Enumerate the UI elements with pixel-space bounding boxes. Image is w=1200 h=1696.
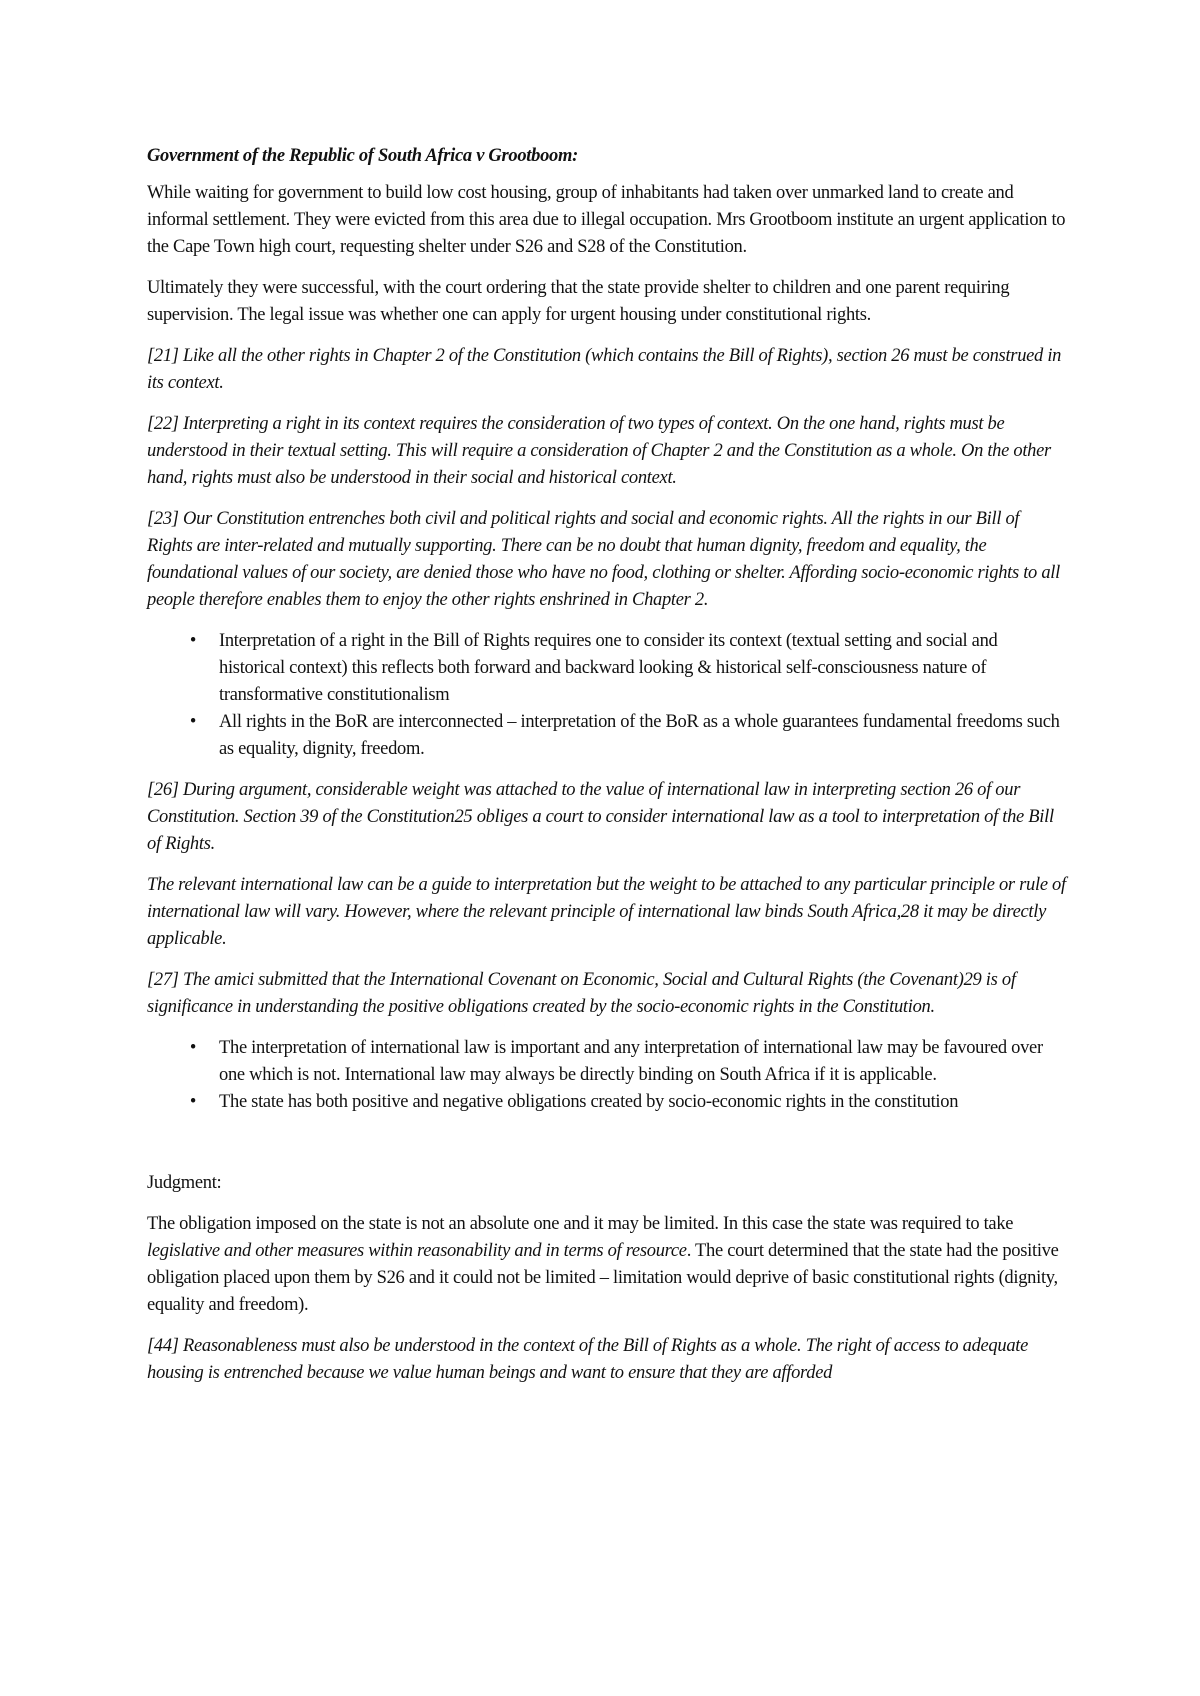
bullet-list-2 — [147, 1035, 1067, 1116]
judgment-text-end: . The court determined that the state had the positive obligation placed upon them by S26 and it could not be limited – limitation would deprive of basic constitutional rights (dignity, equality and freedom). — [147, 1241, 1059, 1315]
quote-paragraph-21: [21] Like all the other rights in Chapter 2 of the Constitution (which contains the Bill of Rights), section 26 must be construed in its context. — [147, 346, 1062, 393]
list-item — [147, 1035, 1067, 1089]
quote-paragraph-44: [44] Reasonableness must also be understood in the context of the Bill of Rights as a whole. The right of access to adequate housing is entrenched because we value human beings and want to ensure that they are afforded — [147, 1336, 1029, 1383]
list-item-text: The state has both positive and negative obligations created by socio-economic rights in the constitution — [219, 1092, 959, 1112]
quote-paragraph-22: [22] Interpreting a right in its context requires the consideration of two types of context. On the one hand, rights must be understood in their textual setting. This will require a consideration of Chapter 2 and the Constitution as a whole. On the other hand, rights must also be understood in their social and historical context. — [147, 414, 1051, 488]
section-spacer — [147, 1130, 1067, 1170]
judgment-heading: Judgment: — [147, 1173, 222, 1193]
intro-paragraph-1: While waiting for government to build low cost housing, group of inhabitants had taken over unmarked land to create and informal settlement. They were evicted from this area due to illegal occupation. Mrs Grootboom institute an urgent application to the Cape Town high court, requesting shelter under S26 and S28 of the Constitution. — [147, 183, 1066, 257]
judgment-text-italic: legislative and other measures within reasonability and in terms of resource — [147, 1241, 687, 1261]
bullet-icon: • — [189, 1038, 197, 1058]
list-item-text: Interpretation of a right in the Bill of Rights requires one to consider its context (textual setting and social and historical context) this reflects both forward and backward looking & historical self-consciousness nature of transformative constitutionalism — [219, 631, 998, 705]
case-title: Government of the Republic of South Africa v Grootboom: — [147, 146, 578, 166]
bullet-list-1 — [147, 628, 1067, 763]
list-item-text: The interpretation of international law is important and any interpretation of international law may be favoured over one which is not. International law may always be directly binding on South Africa if it is applicable. — [219, 1038, 1043, 1085]
list-item — [147, 628, 1067, 709]
list-item-text: All rights in the BoR are interconnected – interpretation of the BoR as a whole guarantees fundamental freedoms such as equality, dignity, freedom. — [219, 712, 1060, 759]
bullet-icon: • — [189, 631, 197, 651]
quote-paragraph-23: [23] Our Constitution entrenches both civil and political rights and social and economic rights. All the rights in our Bill of Rights are inter-related and mutually supporting. There can be no doubt that human dignity, freedom and equality, the foundational values of our society, are denied those who have no food, clothing or shelter. Affording socio-economic rights to all people therefore enables them to enjoy the other rights enshrined in Chapter 2. — [147, 509, 1060, 610]
list-item — [147, 1089, 1067, 1116]
judgment-paragraph — [147, 1211, 1067, 1319]
judgment-text-start: The obligation imposed on the state is not an absolute one and it may be limited. In this case the state was required to take — [147, 1214, 1014, 1234]
quote-paragraph-27: [27] The amici submitted that the International Covenant on Economic, Social and Cultural Rights (the Covenant)29 is of significance in understanding the positive obligations created by the socio-economic rights in the Constitution. — [147, 970, 1016, 1017]
intro-paragraph-2: Ultimately they were successful, with the court ordering that the state provide shelter to children and one parent requiring supervision. The legal issue was whether one can apply for urgent housing under constitutional rights. — [147, 278, 1010, 325]
quote-paragraph-international-law: The relevant international law can be a guide to interpretation but the weight to be attached to any particular principle or rule of international law will vary. However, where the relevant principle of international law binds South Africa,28 it may be directly applicable. — [147, 875, 1066, 949]
bullet-icon: • — [189, 712, 197, 732]
bullet-icon: • — [189, 1092, 197, 1112]
list-item — [147, 709, 1067, 763]
document-page — [147, 143, 1067, 1401]
quote-paragraph-26: [26] During argument, considerable weight was attached to the value of international law in interpreting section 26 of our Constitution. Section 39 of the Constitution25 obliges a court to consider international law as a tool to interpretation of the Bill of Rights. — [147, 780, 1054, 854]
